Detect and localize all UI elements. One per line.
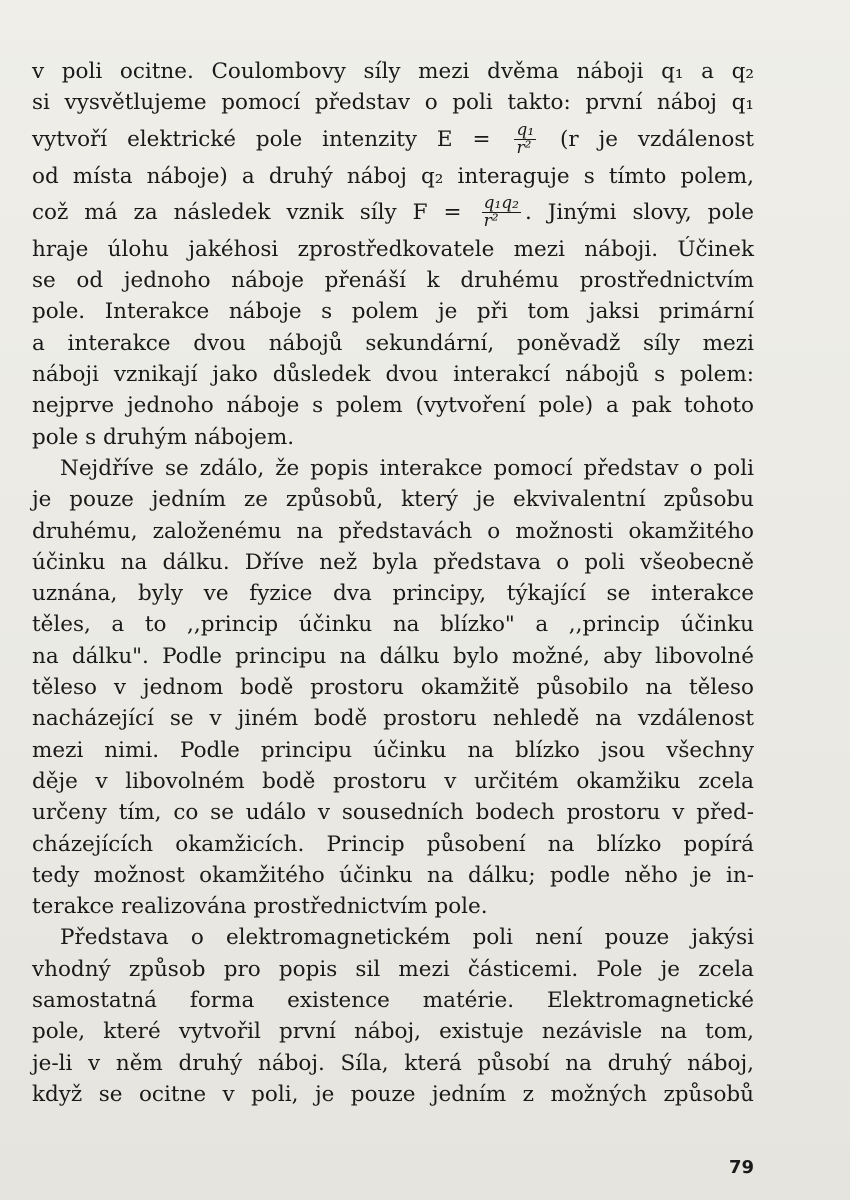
text-line: hraje úlohu jakéhosi zprostředkovatele mezi náboji. Účinek	[32, 236, 754, 262]
paragraph-2	[32, 453, 754, 922]
text-line: tedy možnost okamžitého účinku na dálku; podle něho je in-	[32, 862, 754, 888]
text-line: v poli ocitne. Coulombovy síly mezi dvěma náboji q₁ a q₂	[32, 59, 754, 84]
text-line: na dálku". Podle principu na dálku bylo možné, aby libovolné	[32, 643, 754, 669]
text-line: těleso v jednom bodě prostoru okamžitě působilo na těleso	[32, 675, 754, 701]
body-text	[32, 56, 754, 1110]
text-line: nacházející se v jiném bodě prostoru nehledě na vzdálenost	[32, 706, 754, 732]
paragraph-1	[32, 56, 754, 453]
text-line-with-formula	[32, 119, 754, 161]
text-line: Představa o elektromagnetickém poli není pouze jakýsi	[60, 925, 754, 951]
text-line: pole. Interakce náboje s polem je při tom jaksi primární	[32, 299, 754, 325]
text-line: cházejících okamžicích. Princip působení na blízko popírá	[32, 831, 754, 857]
text-line: od místa náboje) a druhý náboj q₂ interaguje s tímto polem,	[32, 163, 754, 189]
fraction-denominator: r²	[516, 138, 532, 159]
text-fragment: (r je vzdálenost	[540, 126, 754, 152]
text-line: Nejdříve se zdálo, že popis interakce pomocí představ o poli	[60, 455, 754, 481]
text-line: těles, a to ,,princip účinku na blízko" a ,,princip účinku	[32, 612, 754, 638]
text-line: nejprve jednoho náboje s polem (vytvoření pole) a pak tohoto	[32, 393, 754, 419]
text-line: samostatná forma existence matérie. Elektromagnetické	[32, 988, 754, 1014]
fraction-field-intensity	[514, 122, 536, 157]
text-line: je-li v něm druhý náboj. Síla, která působí na druhý náboj,	[32, 1050, 754, 1076]
text-line: mezi nimi. Podle principu účinku na blízko jsou všechny	[32, 737, 754, 763]
text-line: uznána, byly ve fyzice dva principy, týkající se interakce	[32, 581, 754, 607]
text-line: a interakce dvou nábojů sekundární, poněvadž síly mezi	[32, 330, 754, 356]
fraction-numerator: q₁	[516, 120, 535, 141]
paragraph-3	[32, 922, 754, 1110]
text-fragment: což má za následek vznik síly F =	[32, 199, 478, 225]
text-line: je pouze jedním ze způsobů, který je ekvivalentní způsobu	[32, 487, 754, 513]
text-line: pole, které vytvořil první náboj, existuje nezávisle na tom,	[32, 1019, 754, 1045]
text-line: účinku na dálku. Dříve než byla představa o poli všeobecně	[32, 549, 754, 575]
text-fragment: . Jinými slovy, pole	[524, 199, 754, 225]
fraction-denominator: r²	[483, 211, 499, 232]
text-line: náboji vznikají jako důsledek dvou interakcí nábojů s polem:	[32, 362, 754, 388]
text-fragment: vytvoří elektrické pole intenzity E =	[32, 126, 511, 152]
text-line: určeny tím, co se událo v sousedních bodech prostoru v před-	[32, 800, 754, 826]
page-number: 79	[729, 1157, 755, 1178]
text-line: děje v libovolném bodě prostoru v určitém okamžiku zcela	[32, 768, 754, 794]
text-line: se od jednoho náboje přenáší k druhému prostřednictvím	[32, 268, 754, 294]
text-line: vhodný způsob pro popis sil mezi částicemi. Pole je zcela	[32, 956, 754, 982]
text-line: když se ocitne v poli, je pouze jedním z možných způsobů	[32, 1081, 754, 1107]
text-line: si vysvětlujeme pomocí představ o poli takto: první náboj q₁	[32, 90, 754, 116]
fraction-force	[482, 195, 521, 230]
text-line: druhému, založenému na představách o možnosti okamžitého	[32, 518, 754, 544]
text-line: terakce realizována prostřednictvím pole.	[32, 894, 488, 920]
fraction-numerator: q₁q₂	[483, 193, 519, 214]
text-line: pole s druhým nábojem.	[32, 424, 295, 450]
text-line-with-formula	[32, 192, 754, 234]
